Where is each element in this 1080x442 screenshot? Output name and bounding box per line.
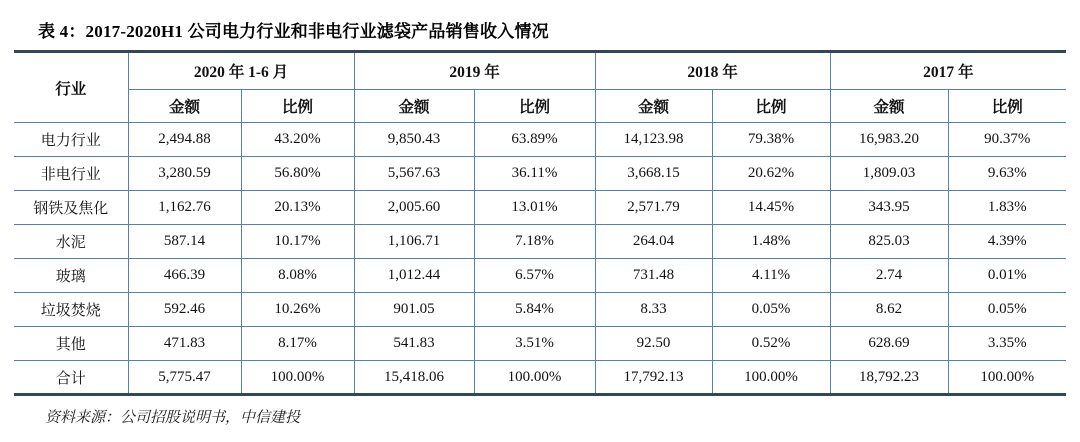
table-row-non-power bbox=[14, 157, 1066, 191]
table-cell: 5.84% bbox=[474, 293, 595, 327]
table-row-cement bbox=[14, 225, 1066, 259]
table-cell: 4.39% bbox=[948, 225, 1066, 259]
table-cell: 731.48 bbox=[595, 259, 712, 293]
table-cell: 92.50 bbox=[595, 327, 712, 361]
table-cell: 17,792.13 bbox=[595, 361, 712, 395]
table-cell: 16,983.20 bbox=[830, 123, 948, 157]
sales-revenue-table bbox=[14, 50, 1066, 396]
table-cell: 3,280.59 bbox=[128, 157, 241, 191]
table-cell: 4.11% bbox=[712, 259, 830, 293]
table-cell: 343.95 bbox=[830, 191, 948, 225]
header-row-years bbox=[14, 52, 1066, 90]
table-cell: 8.62 bbox=[830, 293, 948, 327]
table-cell: 5,567.63 bbox=[354, 157, 474, 191]
ratio-header-2019: 比例 bbox=[474, 90, 595, 123]
table-cell: 100.00% bbox=[474, 361, 595, 395]
ratio-header-2018: 比例 bbox=[712, 90, 830, 123]
table-cell: 1,106.71 bbox=[354, 225, 474, 259]
row-label: 电力行业 bbox=[14, 123, 128, 157]
table-cell: 3.35% bbox=[948, 327, 1066, 361]
row-label: 其他 bbox=[14, 327, 128, 361]
table-cell: 10.26% bbox=[241, 293, 354, 327]
row-label: 钢铁及焦化 bbox=[14, 191, 128, 225]
table-cell: 2,494.88 bbox=[128, 123, 241, 157]
table-cell: 466.39 bbox=[128, 259, 241, 293]
table-cell: 7.18% bbox=[474, 225, 595, 259]
table-cell: 8.08% bbox=[241, 259, 354, 293]
table-cell: 43.20% bbox=[241, 123, 354, 157]
amount-header-2018: 金额 bbox=[595, 90, 712, 123]
table-cell: 1,162.76 bbox=[128, 191, 241, 225]
table-cell: 100.00% bbox=[948, 361, 1066, 395]
row-label: 垃圾焚烧 bbox=[14, 293, 128, 327]
table-cell: 628.69 bbox=[830, 327, 948, 361]
table-cell: 901.05 bbox=[354, 293, 474, 327]
table-cell: 587.14 bbox=[128, 225, 241, 259]
table-cell: 0.52% bbox=[712, 327, 830, 361]
table-cell: 0.05% bbox=[712, 293, 830, 327]
row-label: 玻璃 bbox=[14, 259, 128, 293]
table-cell: 15,418.06 bbox=[354, 361, 474, 395]
table-cell: 592.46 bbox=[128, 293, 241, 327]
table-row-power bbox=[14, 123, 1066, 157]
amount-header-2019: 金额 bbox=[354, 90, 474, 123]
table-row-total bbox=[14, 361, 1066, 395]
table-cell: 79.38% bbox=[712, 123, 830, 157]
table-cell: 18,792.23 bbox=[830, 361, 948, 395]
year-group-2019: 2019 年 bbox=[354, 52, 595, 90]
ratio-header-2017: 比例 bbox=[948, 90, 1066, 123]
year-group-2018: 2018 年 bbox=[595, 52, 830, 90]
table-cell: 264.04 bbox=[595, 225, 712, 259]
table-cell: 1.83% bbox=[948, 191, 1066, 225]
table-cell: 0.05% bbox=[948, 293, 1066, 327]
year-group-2020h1: 2020 年 1-6 月 bbox=[128, 52, 354, 90]
table-cell: 90.37% bbox=[948, 123, 1066, 157]
year-group-2017: 2017 年 bbox=[830, 52, 1066, 90]
table-cell: 1,809.03 bbox=[830, 157, 948, 191]
header-row-metrics bbox=[14, 90, 1066, 123]
table-cell: 14.45% bbox=[712, 191, 830, 225]
table-cell: 6.57% bbox=[474, 259, 595, 293]
table-cell: 2,005.60 bbox=[354, 191, 474, 225]
row-label: 合计 bbox=[14, 361, 128, 395]
table-cell: 10.17% bbox=[241, 225, 354, 259]
amount-header-2017: 金额 bbox=[830, 90, 948, 123]
table-cell: 100.00% bbox=[712, 361, 830, 395]
table-cell: 9.63% bbox=[948, 157, 1066, 191]
table-cell: 56.80% bbox=[241, 157, 354, 191]
table-cell: 8.17% bbox=[241, 327, 354, 361]
row-label: 水泥 bbox=[14, 225, 128, 259]
table-row-glass bbox=[14, 259, 1066, 293]
table-cell: 2,571.79 bbox=[595, 191, 712, 225]
table-title: 表 4：2017-2020H1 公司电力行业和非电行业滤袋产品销售收入情况 bbox=[38, 22, 549, 41]
row-label: 非电行业 bbox=[14, 157, 128, 191]
table-cell: 5,775.47 bbox=[128, 361, 241, 395]
table-cell: 3,668.15 bbox=[595, 157, 712, 191]
table-cell: 825.03 bbox=[830, 225, 948, 259]
table-cell: 63.89% bbox=[474, 123, 595, 157]
table-row-other bbox=[14, 327, 1066, 361]
table-cell: 9,850.43 bbox=[354, 123, 474, 157]
amount-header-2020h1: 金额 bbox=[128, 90, 241, 123]
table-cell: 1.48% bbox=[712, 225, 830, 259]
table-row-waste-incineration bbox=[14, 293, 1066, 327]
table-row-steel-coking bbox=[14, 191, 1066, 225]
table-cell: 1,012.44 bbox=[354, 259, 474, 293]
table-cell: 2.74 bbox=[830, 259, 948, 293]
table-cell: 14,123.98 bbox=[595, 123, 712, 157]
ratio-header-2020h1: 比例 bbox=[241, 90, 354, 123]
table-cell: 13.01% bbox=[474, 191, 595, 225]
industry-column-header: 行业 bbox=[14, 52, 128, 123]
table-cell: 3.51% bbox=[474, 327, 595, 361]
table-cell: 541.83 bbox=[354, 327, 474, 361]
table-cell: 100.00% bbox=[241, 361, 354, 395]
table-cell: 36.11% bbox=[474, 157, 595, 191]
table-cell: 20.13% bbox=[241, 191, 354, 225]
data-source-note: 资料来源：公司招股说明书，中信建投 bbox=[45, 410, 301, 426]
table-cell: 8.33 bbox=[595, 293, 712, 327]
table-cell: 471.83 bbox=[128, 327, 241, 361]
table-cell: 0.01% bbox=[948, 259, 1066, 293]
table-cell: 20.62% bbox=[712, 157, 830, 191]
